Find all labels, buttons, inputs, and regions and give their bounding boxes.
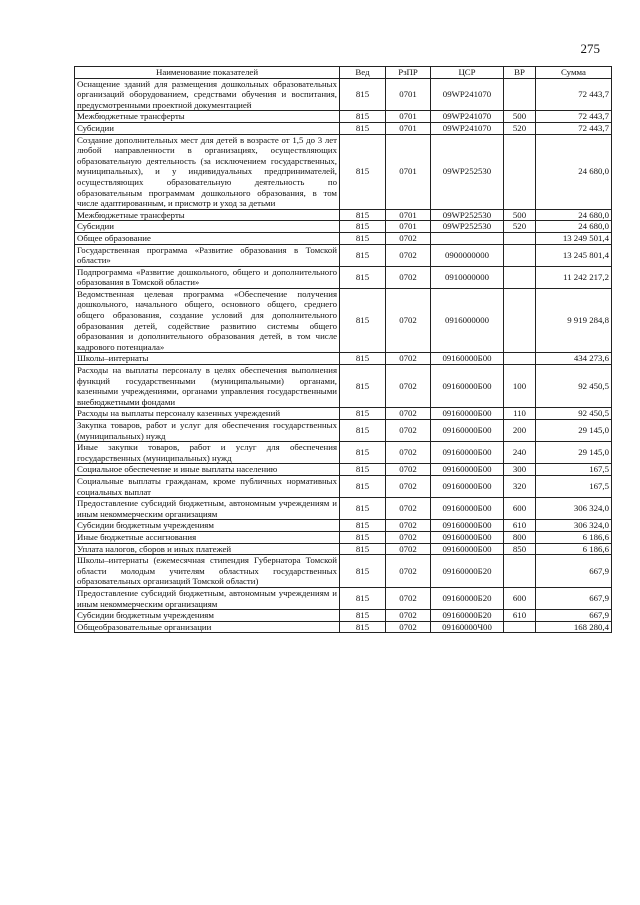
- cell-vr: [504, 555, 536, 588]
- table-row: [75, 232, 612, 244]
- cell-ved: 815: [340, 221, 386, 233]
- header-sum: Сумма: [536, 67, 612, 79]
- cell-ved: 815: [340, 134, 386, 209]
- cell-ved: 815: [340, 209, 386, 221]
- cell-csr: 09160000Б00: [431, 420, 504, 442]
- cell-ved: 815: [340, 520, 386, 532]
- cell-csr: 09WP252530: [431, 209, 504, 221]
- cell-name: Субсидии бюджетным учреждениям: [75, 610, 340, 622]
- cell-name: Межбюджетные трансферты: [75, 111, 340, 123]
- cell-sum: 168 280,4: [536, 621, 612, 633]
- cell-rzpr: 0702: [386, 531, 431, 543]
- table-row: [75, 288, 612, 353]
- cell-ved: 815: [340, 78, 386, 111]
- cell-csr: 09160000Б00: [431, 520, 504, 532]
- cell-vr: 600: [504, 498, 536, 520]
- cell-vr: 610: [504, 520, 536, 532]
- cell-csr: 09160000Б00: [431, 365, 504, 408]
- cell-rzpr: 0702: [386, 353, 431, 365]
- cell-name: Общее образование: [75, 232, 340, 244]
- header-name: Наименование показателей: [75, 67, 340, 79]
- header-vr: ВР: [504, 67, 536, 79]
- cell-vr: [504, 288, 536, 353]
- table-row: [75, 475, 612, 497]
- cell-name: Государственная программа «Развитие образования в Томской области»: [75, 244, 340, 266]
- cell-vr: 240: [504, 442, 536, 464]
- cell-csr: 09160000Б00: [431, 498, 504, 520]
- cell-rzpr: 0702: [386, 266, 431, 288]
- cell-ved: 815: [340, 498, 386, 520]
- cell-rzpr: 0701: [386, 221, 431, 233]
- cell-ved: 815: [340, 122, 386, 134]
- cell-vr: 100: [504, 365, 536, 408]
- table-row: [75, 520, 612, 532]
- cell-rzpr: 0702: [386, 244, 431, 266]
- cell-rzpr: 0702: [386, 610, 431, 622]
- cell-vr: 610: [504, 610, 536, 622]
- cell-vr: 600: [504, 587, 536, 609]
- cell-sum: 306 324,0: [536, 520, 612, 532]
- cell-rzpr: 0702: [386, 420, 431, 442]
- cell-csr: 0910000000: [431, 266, 504, 288]
- cell-csr: 09WP241070: [431, 78, 504, 111]
- cell-rzpr: 0701: [386, 134, 431, 209]
- page-number: 275: [580, 41, 600, 56]
- cell-csr: 09WP252530: [431, 221, 504, 233]
- table-row: [75, 420, 612, 442]
- cell-ved: 815: [340, 288, 386, 353]
- cell-name: Социальные выплаты гражданам, кроме публичных нормативных социальных выплат: [75, 475, 340, 497]
- cell-csr: 0900000000: [431, 244, 504, 266]
- cell-sum: 6 186,6: [536, 543, 612, 555]
- cell-sum: 306 324,0: [536, 498, 612, 520]
- cell-ved: 815: [340, 587, 386, 609]
- cell-rzpr: 0702: [386, 587, 431, 609]
- cell-csr: 09WP241070: [431, 122, 504, 134]
- cell-rzpr: 0701: [386, 111, 431, 123]
- table-row: [75, 587, 612, 609]
- cell-rzpr: 0702: [386, 555, 431, 588]
- cell-rzpr: 0701: [386, 78, 431, 111]
- cell-vr: [504, 134, 536, 209]
- cell-vr: [504, 353, 536, 365]
- cell-ved: 815: [340, 266, 386, 288]
- cell-csr: 09160000Б20: [431, 587, 504, 609]
- cell-csr: 09160000Б00: [431, 475, 504, 497]
- cell-name: Социальное обеспечение и иные выплаты населению: [75, 464, 340, 476]
- cell-ved: 815: [340, 475, 386, 497]
- cell-rzpr: 0702: [386, 520, 431, 532]
- cell-name: Предоставление субсидий бюджетным, автономным учреждениям и иным некоммерческим организациям: [75, 587, 340, 609]
- table-row: [75, 244, 612, 266]
- cell-ved: 815: [340, 353, 386, 365]
- cell-rzpr: 0702: [386, 475, 431, 497]
- table-row: [75, 122, 612, 134]
- cell-name: Расходы на выплаты персоналу казенных учреждений: [75, 408, 340, 420]
- table-row: [75, 78, 612, 111]
- cell-name: Уплата налогов, сборов и иных платежей: [75, 543, 340, 555]
- table-row: [75, 266, 612, 288]
- cell-vr: [504, 78, 536, 111]
- table-row: [75, 498, 612, 520]
- table-header-row: [75, 67, 612, 79]
- cell-rzpr: 0701: [386, 122, 431, 134]
- cell-name: Закупка товаров, работ и услуг для обеспечения государственных (муниципальных) нужд: [75, 420, 340, 442]
- cell-csr: 09160000Б00: [431, 353, 504, 365]
- cell-name: Предоставление субсидий бюджетным, автономным учреждениям и иным некоммерческим организациям: [75, 498, 340, 520]
- table-row: [75, 621, 612, 633]
- table-row: [75, 543, 612, 555]
- cell-csr: 09WP241070: [431, 111, 504, 123]
- table-row: [75, 221, 612, 233]
- cell-vr: 500: [504, 209, 536, 221]
- cell-csr: [431, 232, 504, 244]
- cell-ved: 815: [340, 464, 386, 476]
- table-row: [75, 531, 612, 543]
- cell-sum: 24 680,0: [536, 209, 612, 221]
- cell-csr: 09WP252530: [431, 134, 504, 209]
- cell-vr: [504, 621, 536, 633]
- table-row: [75, 111, 612, 123]
- table-row: [75, 442, 612, 464]
- header-rzpr: РзПР: [386, 67, 431, 79]
- cell-sum: 434 273,6: [536, 353, 612, 365]
- cell-ved: 815: [340, 610, 386, 622]
- cell-csr: 09160000Ч00: [431, 621, 504, 633]
- cell-csr: 09160000Б00: [431, 464, 504, 476]
- cell-rzpr: 0702: [386, 621, 431, 633]
- table-row: [75, 134, 612, 209]
- cell-rzpr: 0702: [386, 408, 431, 420]
- cell-sum: 167,5: [536, 464, 612, 476]
- cell-vr: 200: [504, 420, 536, 442]
- cell-sum: 72 443,7: [536, 78, 612, 111]
- cell-vr: 500: [504, 111, 536, 123]
- cell-name: Общеобразовательные организации: [75, 621, 340, 633]
- cell-vr: 520: [504, 122, 536, 134]
- cell-sum: 667,9: [536, 555, 612, 588]
- cell-ved: 815: [340, 232, 386, 244]
- cell-sum: 92 450,5: [536, 408, 612, 420]
- cell-sum: 24 680,0: [536, 134, 612, 209]
- cell-sum: 92 450,5: [536, 365, 612, 408]
- cell-sum: 72 443,7: [536, 111, 612, 123]
- budget-table: [74, 66, 612, 633]
- cell-name: Оснащение зданий для размещения дошкольных образовательных организаций оборудованием, средствами обучения и воспитания, предусмотренными проектной документацией: [75, 78, 340, 111]
- table-row: [75, 209, 612, 221]
- cell-csr: 09160000Б00: [431, 543, 504, 555]
- cell-csr: 0916000000: [431, 288, 504, 353]
- cell-rzpr: 0701: [386, 209, 431, 221]
- cell-rzpr: 0702: [386, 543, 431, 555]
- cell-sum: 667,9: [536, 610, 612, 622]
- cell-rzpr: 0702: [386, 232, 431, 244]
- table-body: [75, 78, 612, 633]
- cell-name: Субсидии: [75, 122, 340, 134]
- table-row: [75, 408, 612, 420]
- cell-sum: 29 145,0: [536, 420, 612, 442]
- cell-sum: 9 919 284,8: [536, 288, 612, 353]
- cell-sum: 72 443,7: [536, 122, 612, 134]
- cell-ved: 815: [340, 408, 386, 420]
- cell-vr: 110: [504, 408, 536, 420]
- cell-name: Создание дополнительных мест для детей в возрасте от 1,5 до 3 лет любой направленности в организациях, осуществляющих образовательную деятельность (за исключением государственных, муниципальных), и у индивидуальных предпринимателей, осуществляющих образовательную деятельность по образовательным программам дошкольного образования, в том числе адаптированным, и присмотр и уход за детьми: [75, 134, 340, 209]
- cell-vr: 850: [504, 543, 536, 555]
- cell-csr: 09160000Б00: [431, 531, 504, 543]
- cell-rzpr: 0702: [386, 288, 431, 353]
- cell-rzpr: 0702: [386, 464, 431, 476]
- cell-name: Субсидии бюджетным учреждениям: [75, 520, 340, 532]
- cell-name: Иные закупки товаров, работ и услуг для обеспечения государственных (муниципальных) нужд: [75, 442, 340, 464]
- cell-sum: 24 680,0: [536, 221, 612, 233]
- table-row: [75, 365, 612, 408]
- cell-rzpr: 0702: [386, 442, 431, 464]
- table-row: [75, 555, 612, 588]
- cell-vr: [504, 266, 536, 288]
- cell-ved: 815: [340, 531, 386, 543]
- cell-sum: 6 186,6: [536, 531, 612, 543]
- cell-name: Школы–интернаты (ежемесячная стипендия Губернатора Томской области молодым учителям областных государственных образовательных организаций Томской области): [75, 555, 340, 588]
- cell-ved: 815: [340, 555, 386, 588]
- cell-name: Субсидии: [75, 221, 340, 233]
- cell-ved: 815: [340, 365, 386, 408]
- cell-ved: 815: [340, 621, 386, 633]
- cell-vr: [504, 232, 536, 244]
- cell-ved: 815: [340, 543, 386, 555]
- header-csr: ЦСР: [431, 67, 504, 79]
- cell-vr: 520: [504, 221, 536, 233]
- cell-sum: 13 249 501,4: [536, 232, 612, 244]
- header-ved: Вед: [340, 67, 386, 79]
- cell-name: Школы–интернаты: [75, 353, 340, 365]
- cell-rzpr: 0702: [386, 365, 431, 408]
- cell-sum: 13 245 801,4: [536, 244, 612, 266]
- cell-ved: 815: [340, 111, 386, 123]
- cell-sum: 11 242 217,2: [536, 266, 612, 288]
- cell-ved: 815: [340, 244, 386, 266]
- cell-csr: 09160000Б00: [431, 442, 504, 464]
- cell-ved: 815: [340, 442, 386, 464]
- cell-vr: 800: [504, 531, 536, 543]
- cell-vr: [504, 244, 536, 266]
- cell-name: Расходы на выплаты персоналу в целях обеспечения выполнения функций государственными (муниципальными) органами, казенными учреждениями, органами управления государственными внебюджетными фондами: [75, 365, 340, 408]
- cell-sum: 667,9: [536, 587, 612, 609]
- table-row: [75, 353, 612, 365]
- cell-rzpr: 0702: [386, 498, 431, 520]
- cell-sum: 167,5: [536, 475, 612, 497]
- cell-name: Межбюджетные трансферты: [75, 209, 340, 221]
- cell-vr: 300: [504, 464, 536, 476]
- cell-ved: 815: [340, 420, 386, 442]
- cell-csr: 09160000Б20: [431, 555, 504, 588]
- cell-csr: 09160000Б00: [431, 408, 504, 420]
- cell-sum: 29 145,0: [536, 442, 612, 464]
- cell-name: Иные бюджетные ассигнования: [75, 531, 340, 543]
- cell-vr: 320: [504, 475, 536, 497]
- cell-name: Ведомственная целевая программа «Обеспечение получения дошкольного, начального общего, основного общего, среднего общего образования, создание условий для дополнительного образования детей, содействие развитию системы общего образования и дополнительного образования детей, в том числе кадрового потенциала»: [75, 288, 340, 353]
- cell-csr: 09160000Б20: [431, 610, 504, 622]
- cell-name: Подпрограмма «Развитие дошкольного, общего и дополнительного образования в Томской области»: [75, 266, 340, 288]
- table-row: [75, 610, 612, 622]
- table-row: [75, 464, 612, 476]
